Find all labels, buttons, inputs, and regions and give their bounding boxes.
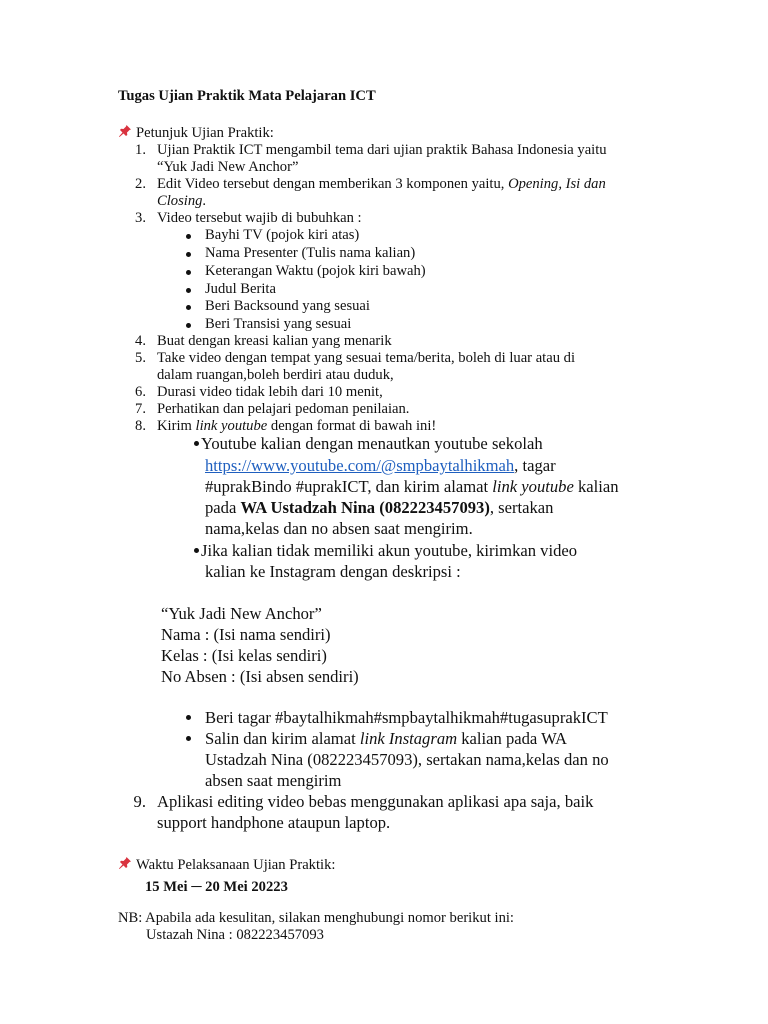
document-title: Tugas Ujian Praktik Mata Pelajaran ICT xyxy=(118,88,376,104)
sub-item-6: Beri Transisi yang sesuai xyxy=(205,316,352,332)
bullet-dot xyxy=(186,323,191,328)
item-5-line-1: Take video dengan tempat yang sesuai tema/berita, boleh di luar atau di xyxy=(157,350,575,366)
item-1-line-1: Ujian Praktik ICT mengambil tema dari ujian praktik Bahasa Indonesia yaitu xyxy=(157,142,607,158)
nb-line-1: NB: Apabila ada kesulitan, silakan menghubungi nomor berikut ini: xyxy=(118,910,514,926)
list-number-6: 6. xyxy=(135,384,146,400)
sub-item-4: Judul Berita xyxy=(205,281,276,297)
pushpin-icon xyxy=(118,856,132,870)
list-number-4: 4. xyxy=(135,333,146,349)
waktu-heading xyxy=(118,856,335,875)
youtube-channel-link[interactable]: https://www.youtube.com/@smpbaytalhikmah xyxy=(205,456,515,475)
yt-line-4: pada WA Ustadzah Nina (082223457093), sertakan xyxy=(205,498,554,517)
petunjuk-heading xyxy=(118,124,274,143)
item-2-line-1: Edit Video tersebut dengan memberikan 3 komponen yaitu, Opening, Isi dan xyxy=(157,176,606,192)
item-2-line-2: Closing. xyxy=(157,193,207,209)
tanggal-pelaksanaan: 15 Mei ─ 20 Mei 20223 xyxy=(145,879,288,895)
list-number-2: 2. xyxy=(135,176,146,192)
item-9-line-1: Aplikasi editing video bebas menggunakan aplikasi apa saja, baik xyxy=(157,792,594,811)
bullet-dot xyxy=(186,234,191,239)
sub-item-2: Nama Presenter (Tulis nama kalian) xyxy=(205,245,416,261)
item-9-line-2: support handphone ataupun laptop. xyxy=(157,813,391,832)
ig-line-1: Jika kalian tidak memiliki akun youtube, kirimkan video xyxy=(201,541,578,560)
desc-line-1: “Yuk Jadi New Anchor” xyxy=(161,604,322,623)
yt-line-5: nama,kelas dan no absen saat mengirim. xyxy=(205,519,473,538)
extra-bullet-2-line-2: Ustadzah Nina (082223457093), sertakan nama,kelas dan no xyxy=(205,750,609,769)
list-number-3: 3. xyxy=(135,210,146,226)
yt-line-2: https://www.youtube.com/@smpbaytalhikmah, tagar xyxy=(205,456,556,475)
bullet-dot xyxy=(186,715,191,720)
item-7-text: Perhatikan dan pelajari pedoman penilaian. xyxy=(157,401,410,417)
bullet-dot xyxy=(186,736,191,741)
nb-line-2: Ustazah Nina : 082223457093 xyxy=(146,927,324,943)
extra-bullet-2-line-1: Salin dan kirim alamat link Instagram kalian pada WA xyxy=(205,729,567,748)
sub-item-1: Bayhi TV (pojok kiri atas) xyxy=(205,227,360,243)
desc-line-4: No Absen : (Isi absen sendiri) xyxy=(161,667,359,686)
bullet-dot xyxy=(186,252,191,257)
petunjuk-label: Petunjuk Ujian Praktik: xyxy=(136,125,274,141)
bullet-dot xyxy=(186,288,191,293)
sub-item-3: Keterangan Waktu (pojok kiri bawah) xyxy=(205,263,426,279)
item-3-text: Video tersebut wajib di bubuhkan : xyxy=(157,210,362,226)
list-number-9: 9. xyxy=(133,792,146,811)
list-number-8: 8. xyxy=(135,418,146,434)
yt-line-1: Youtube kalian dengan menautkan youtube sekolah xyxy=(201,434,543,453)
extra-bullet-1: Beri tagar #baytalhikmah#smpbaytalhikmah#tugasuprakICT xyxy=(205,708,608,727)
item-6-text: Durasi video tidak lebih dari 10 menit, xyxy=(157,384,383,400)
item-4-text: Buat dengan kreasi kalian yang menarik xyxy=(157,333,392,349)
sub-item-5: Beri Backsound yang sesuai xyxy=(205,298,370,314)
bullet-dot xyxy=(186,270,191,275)
item-8-text: Kirim link youtube dengan format di bawah ini! xyxy=(157,418,437,434)
list-number-7: 7. xyxy=(135,401,146,417)
extra-bullet-2-line-3: absen saat mengirim xyxy=(205,771,342,790)
bullet-dot xyxy=(194,441,199,446)
ig-line-2: kalian ke Instagram dengan deskripsi : xyxy=(205,562,461,581)
yt-line-3: #uprakBindo #uprakICT, dan kirim alamat link youtube kalian xyxy=(205,477,619,496)
bullet-dot xyxy=(194,548,199,553)
waktu-label: Waktu Pelaksanaan Ujian Praktik: xyxy=(136,857,336,873)
list-number-1: 1. xyxy=(135,142,146,158)
pushpin-icon xyxy=(118,124,132,138)
desc-line-3: Kelas : (Isi kelas sendiri) xyxy=(161,646,327,665)
desc-line-2: Nama : (Isi nama sendiri) xyxy=(161,625,331,644)
bullet-dot xyxy=(186,305,191,310)
list-number-5: 5. xyxy=(135,350,146,366)
item-5-line-2: dalam ruangan,boleh berdiri atau duduk, xyxy=(157,367,394,383)
item-1-line-2: “Yuk Jadi New Anchor” xyxy=(157,159,299,175)
